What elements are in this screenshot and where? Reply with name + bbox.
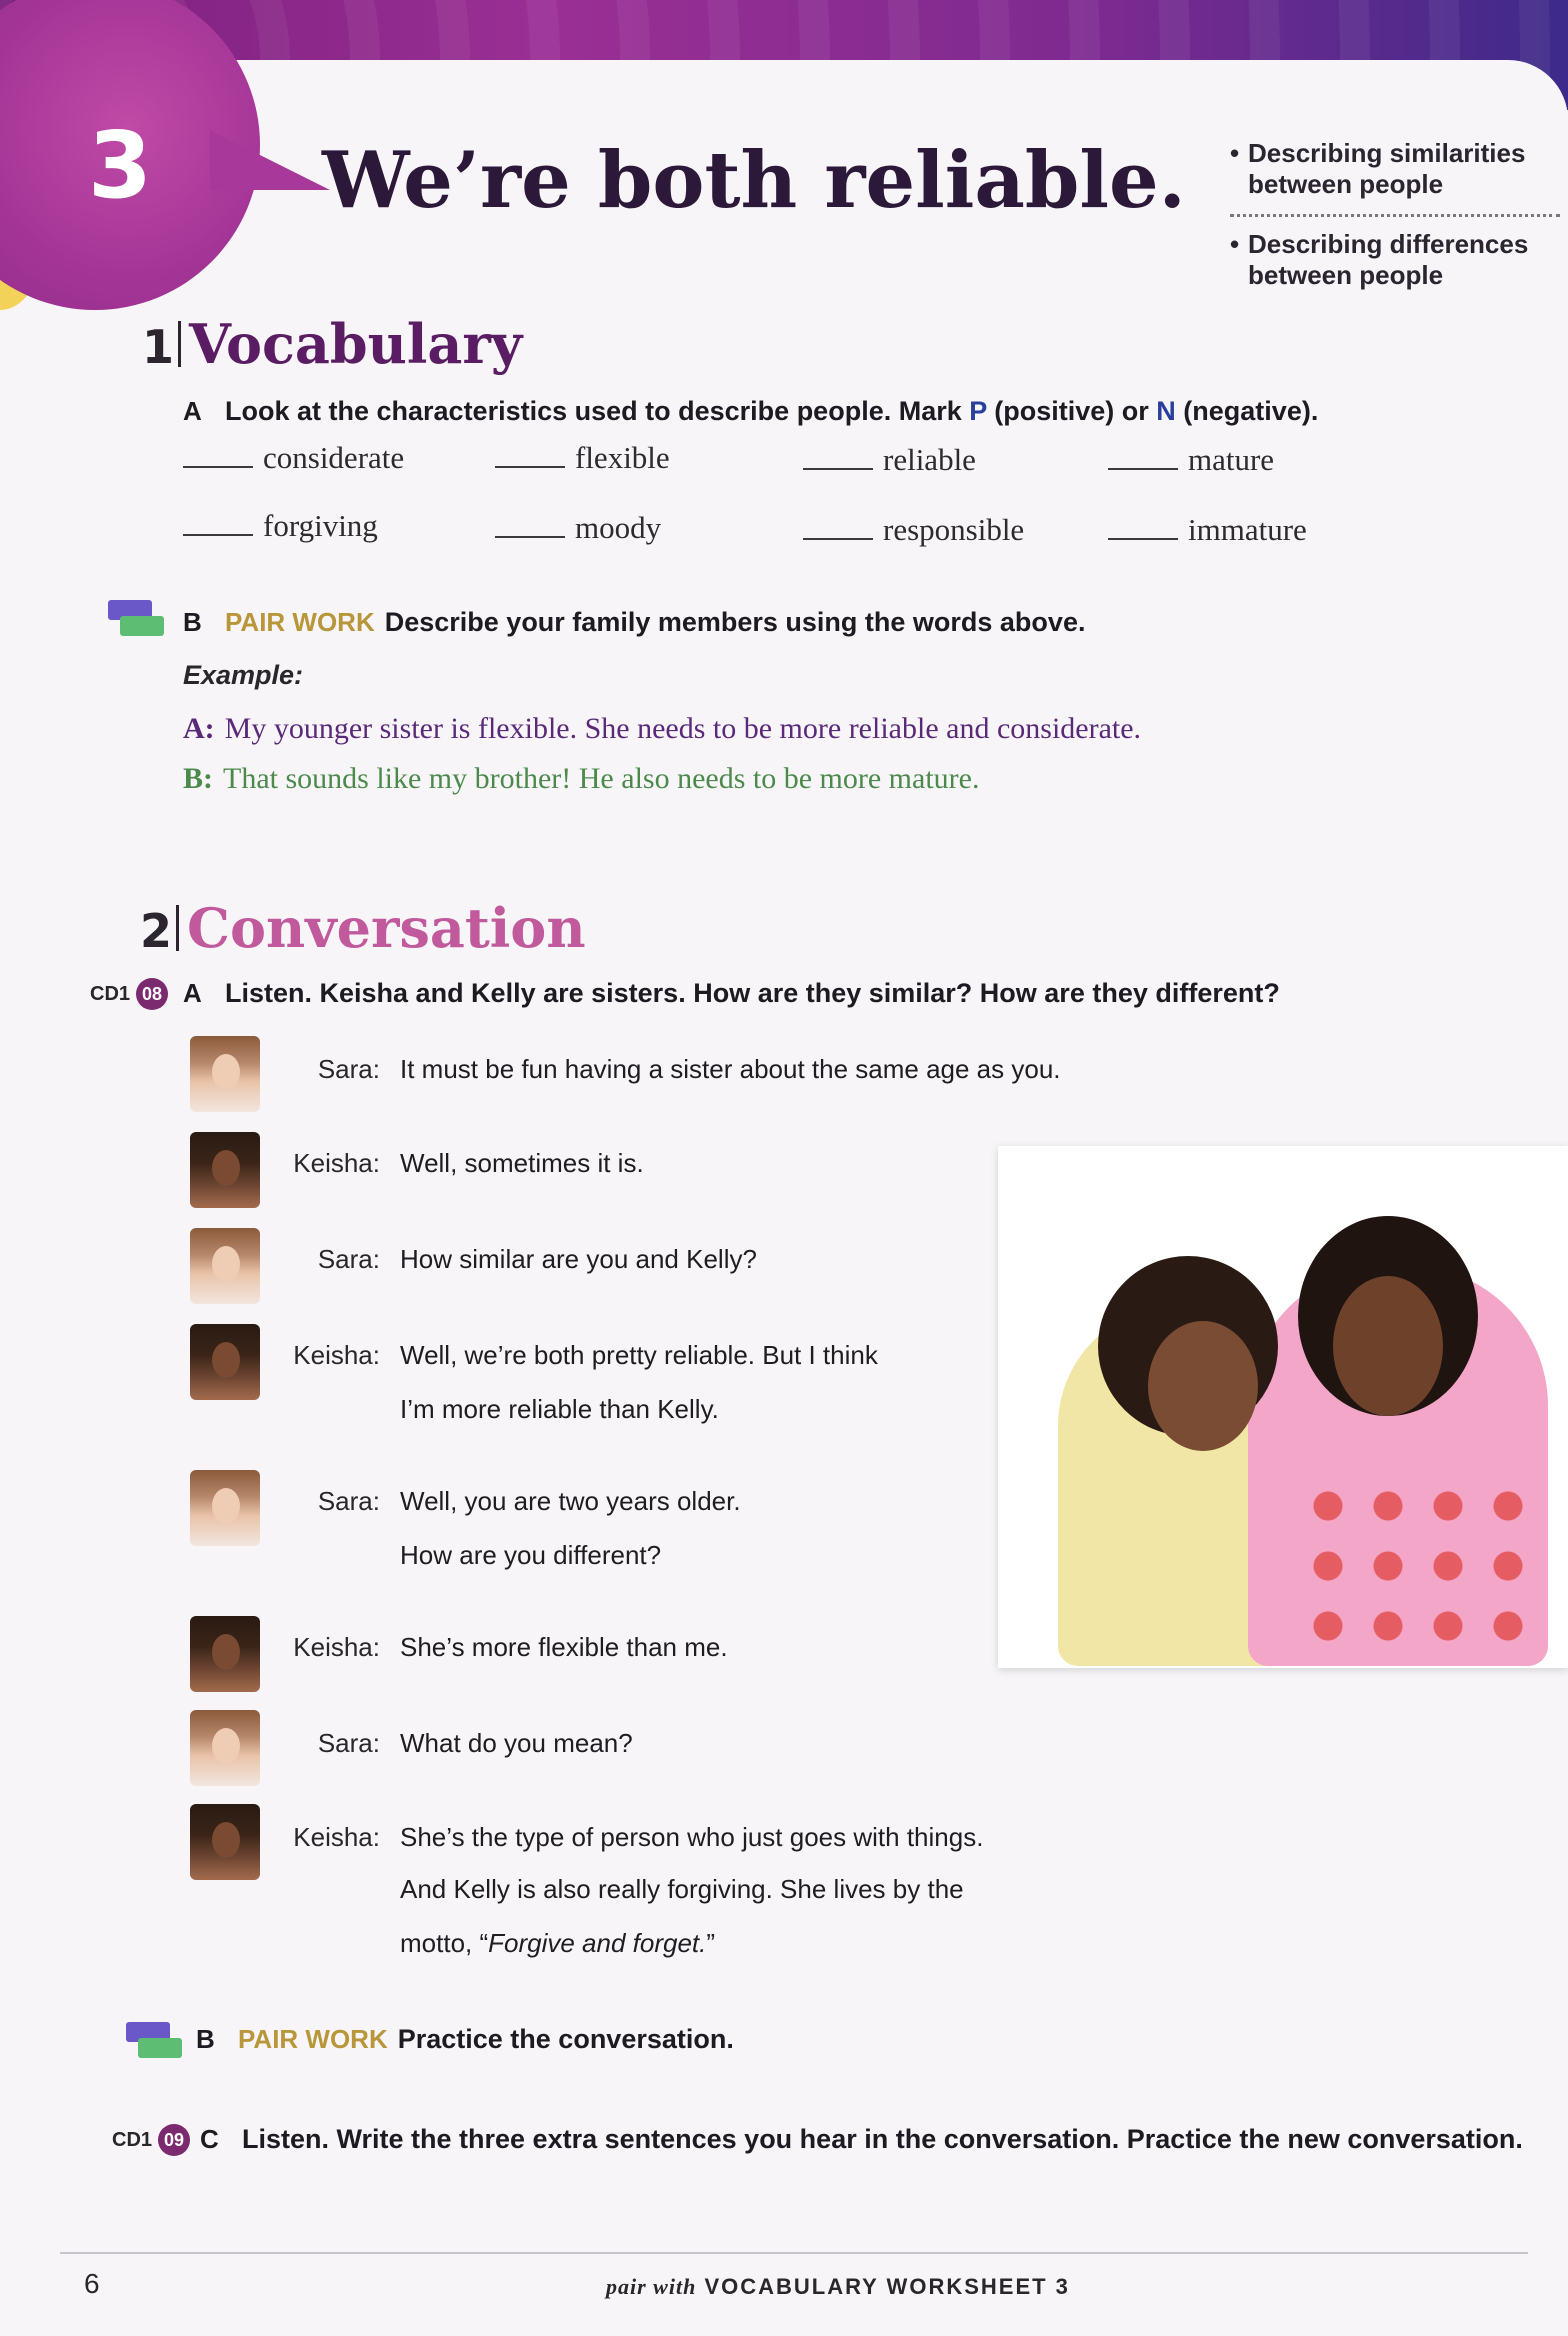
dialogue-line: Keisha: She’s the type of person who just goes with things. And Kelly is also really forgiving. She lives by the motto, “Forgive and forget.” <box>180 1804 1080 1974</box>
vocab-item[interactable]: immature <box>1108 512 1307 548</box>
answer-blank[interactable] <box>495 466 565 468</box>
vocab-task-a: A Look at the characteristics used to describe people. Mark P (positive) or N (negative). <box>183 396 1319 426</box>
answer-blank[interactable] <box>495 536 565 538</box>
objective-2: • Describing differences between people <box>1230 229 1529 290</box>
vocab-item[interactable]: forgiving <box>183 508 378 544</box>
dialogue-line: Keisha: Well, sometimes it is. <box>180 1132 1080 1222</box>
answer-blank[interactable] <box>803 468 873 470</box>
pair-work-icon <box>108 600 164 640</box>
vocab-item[interactable]: flexible <box>495 440 670 476</box>
section-vocabulary-heading: 1 Vocabulary <box>142 312 523 376</box>
audio-track-08[interactable]: CD1 08 <box>90 978 168 1010</box>
page-number: 6 <box>84 2268 100 2299</box>
dialogue-line: Sara: How similar are you and Kelly? <box>180 1228 1080 1318</box>
dialogue-line: Sara: It must be fun having a sister about the same age as you. <box>180 1036 1080 1126</box>
conversation-task-c: C Listen. Write the three extra sentences you hear in the conversation. Practice the new conversation. <box>200 2124 1523 2154</box>
audio-track-09[interactable]: CD1 09 <box>112 2124 190 2156</box>
answer-blank[interactable] <box>183 466 253 468</box>
cd-icon[interactable]: 08 <box>136 978 168 1010</box>
divider <box>1230 214 1560 217</box>
section-conversation-heading: 2 Conversation <box>140 896 586 960</box>
dialogue-line: Sara: What do you mean? <box>180 1710 1080 1800</box>
cd-icon[interactable]: 09 <box>158 2124 190 2156</box>
conversation-task-b: B PAIR WORK Practice the conversation. <box>196 2024 734 2054</box>
footer-divider <box>60 2252 1528 2254</box>
objective-1: • Describing similarities between people <box>1230 138 1526 199</box>
objectives <box>1230 138 1550 291</box>
dialogue-line: Keisha: She’s more flexible than me. <box>180 1616 1080 1706</box>
answer-blank[interactable] <box>1108 538 1178 540</box>
answer-blank[interactable] <box>803 538 873 540</box>
example-label: Example: <box>183 660 304 690</box>
vocab-item[interactable]: reliable <box>803 442 976 478</box>
dialogue-line: Sara: Well, you are two years older. How are you different? <box>180 1470 1080 1590</box>
vocab-item[interactable]: moody <box>495 510 661 546</box>
vocab-item[interactable]: responsible <box>803 512 1024 548</box>
answer-blank[interactable] <box>1108 468 1178 470</box>
vocab-item[interactable]: considerate <box>183 440 404 476</box>
conversation-task-a: A Listen. Keisha and Kelly are sisters. How are they similar? How are they different? <box>183 978 1280 1008</box>
dialogue-line: Keisha: Well, we’re both pretty reliable. But I think I’m more reliable than Kelly. <box>180 1324 1080 1444</box>
unit-title: We’re both reliable. <box>322 135 1186 226</box>
vocab-item[interactable]: mature <box>1108 442 1274 478</box>
example-line-b: B: That sounds like my brother! He also needs to be more mature. <box>183 762 980 795</box>
sisters-photo <box>998 1146 1568 1668</box>
answer-blank[interactable] <box>183 534 253 536</box>
unit-number: 3 <box>88 112 153 219</box>
vocab-task-b: B PAIR WORK Describe your family members using the words above. <box>183 607 1086 637</box>
pair-work-icon <box>126 2022 182 2062</box>
footer-worksheet-ref: pair with VOCABULARY WORKSHEET 3 <box>606 2274 1070 2299</box>
example-line-a: A: My younger sister is flexible. She needs to be more reliable and considerate. <box>183 712 1142 745</box>
